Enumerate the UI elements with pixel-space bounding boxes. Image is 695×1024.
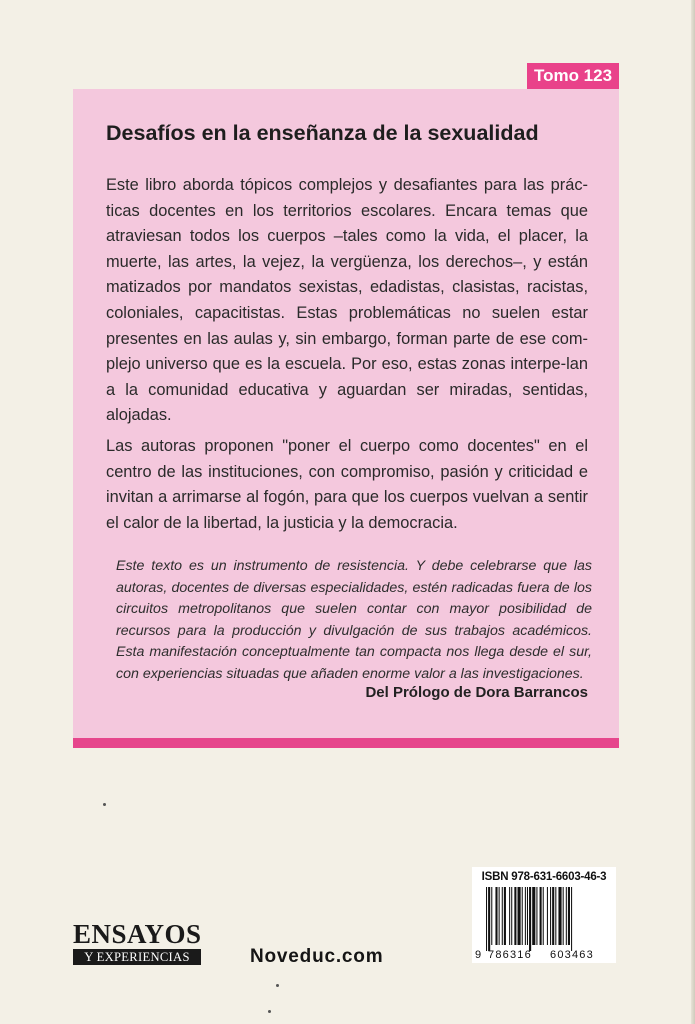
publisher-name: Noveduc.com (250, 946, 384, 967)
collection-logo-subtitle: Y EXPERIENCIAS (73, 949, 201, 965)
barcode-bar (504, 887, 506, 945)
panel-accent-bar (73, 738, 619, 748)
spine-edge (691, 0, 695, 1024)
barcode-bar (514, 887, 516, 945)
barcode-bar (555, 887, 556, 945)
paper-speck (103, 803, 106, 806)
barcode-digit-first: 9 (475, 949, 482, 961)
barcode-bar (566, 887, 567, 945)
barcode-bar (518, 887, 521, 945)
barcode-bar (509, 887, 510, 945)
barcode-bar (563, 887, 564, 945)
paper-speck (268, 1010, 271, 1013)
barcode-bar (491, 887, 492, 945)
barcode-bar (547, 887, 548, 945)
prologue-quote: Este texto es un instrumento de resistencia. Y debe celebrarse que las autoras, docentes de diversas especialidades, estén radicadas fuera de los circuitos metropolitanos que suelen contar con mayor posibilidad de recursos para la producción y divulgación de sus trabajos académicos. Esta manifestación conceptualmente tan compacta nos llega desde el sur, con experiencias situadas que añaden enorme valor a las investigaciones. (116, 558, 592, 682)
barcode-icon (474, 887, 614, 961)
barcode-bar (486, 887, 487, 951)
barcode-bar (502, 887, 503, 945)
barcode-bar (550, 887, 551, 945)
barcode-bar (543, 887, 544, 945)
barcode-bar (499, 887, 500, 945)
tomo-badge: Tomo 123 (527, 63, 619, 89)
barcode-bar (522, 887, 523, 945)
barcode-bar (558, 887, 561, 945)
barcode-bar (571, 887, 572, 951)
barcode-bar (529, 887, 531, 951)
barcode-bar (495, 887, 497, 945)
barcode-bar (488, 887, 490, 951)
barcode-bar (527, 887, 528, 945)
isbn-number: ISBN 978-631-6603-46-3 (481, 871, 607, 883)
synopsis-paragraph-1: Este libro aborda tópicos complejos y desafiantes para las prác-ticas docentes en los territorios escolares. Encara temas que atraviesan todos los cuerpos –tales como la vida, el placer, la muerte, las artes, la vejez, la vergüenza, los derechos–, y están matizados por mandatos sexistas, edadistas, clasistas, racistas, coloniales, capacitistas. Estas problemáticas no suelen estar presentes en las aulas y, sin embargo, forman parte de ese com-plejo universo que es la escuela. Por eso, estas zonas interpe-lan a la comunidad educativa y aguardan ser miradas, sentidas, alojadas. (106, 176, 588, 425)
barcode-digits-right: 603463 (550, 949, 594, 961)
barcode-bar (540, 887, 542, 945)
book-title: Desafíos en la enseñanza de la sexualidad (106, 121, 539, 145)
synopsis-paragraph-2: Las autoras proponen "poner el cuerpo como docentes" en el centro de las instituciones, con compromiso, pasión y criticidad e invitan a arrimarse al fogón, para que los cuerpos vuelvan a sentir el calor de la libertad, la justicia y la democracia. (106, 437, 588, 532)
collection-logo (73, 919, 201, 969)
barcode-bar (536, 887, 537, 945)
barcode-bar (552, 887, 554, 945)
barcode-digits-left: 786316 (488, 949, 532, 961)
isbn-barcode (472, 867, 616, 963)
barcode-bar (568, 887, 570, 945)
barcode-bar (532, 887, 535, 945)
barcode-bar (511, 887, 512, 945)
paper-speck (276, 984, 279, 987)
collection-logo-title: ENSAYOS (73, 919, 202, 949)
quote-attribution: Del Prólogo de Dora Barrancos (365, 684, 588, 701)
barcode-bar (525, 887, 526, 945)
